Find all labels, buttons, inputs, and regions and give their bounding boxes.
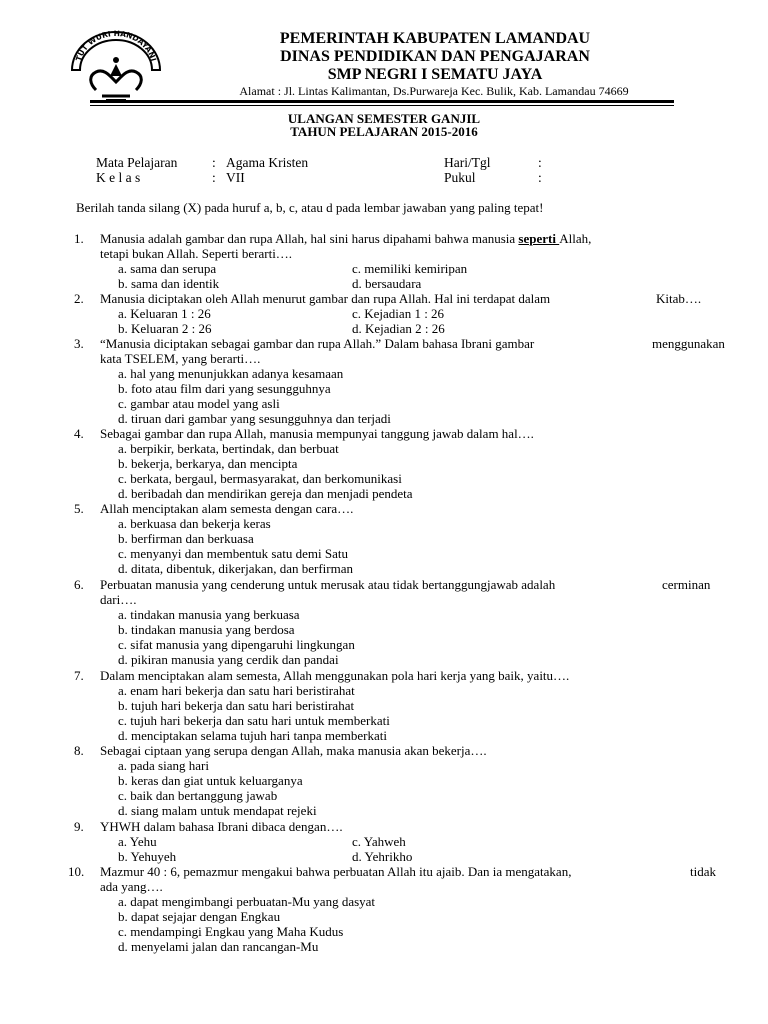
question-text-part: Manusia adalah gambar dan rupa Allah, hal sini harus dipahami bahwa manusia (100, 231, 519, 246)
exam-title: ULANGAN SEMESTER GANJIL (287, 111, 481, 126)
question-text-continued: tetapi bukan Allah. Seperti berarti…. (100, 246, 293, 261)
option-c: c. memiliki kemiripan (352, 261, 468, 276)
exam-year: TAHUN PELAJARAN 2015-2016 (290, 124, 478, 139)
option-d: d. menciptakan selama tujuh hari tanpa memberkati (118, 728, 387, 743)
option-a: a. berpikir, berkata, bertindak, dan berbuat (118, 441, 339, 456)
question-number: 1. (74, 231, 84, 246)
option-d: d. menyelami jalan dan rancangan-Mu (118, 939, 319, 954)
option-b: b. Keluaran 2 : 26 (118, 321, 212, 336)
question-number: 10. (68, 864, 85, 879)
option-c: c. gambar atau model yang asli (118, 396, 280, 411)
option-a: a. dapat mengimbangi perbuatan-Mu yang dasyat (118, 894, 376, 909)
svg-text:TUT WURI HANDAYANI: TUT WURI HANDAYANI (73, 28, 159, 63)
option-c: c. mendampingi Engkau yang Maha Kudus (118, 924, 344, 939)
option-b: b. tujuh hari bekerja dan satu hari beristirahat (118, 698, 355, 713)
question-text: “Manusia diciptakan sebagai gambar dan rupa Allah.” Dalam bahasa Ibrani gambar (100, 336, 535, 351)
option-c: c. berkata, bergaul, bermasyarakat, dan berkomunikasi (118, 471, 402, 486)
class-label: K e l a s (96, 170, 141, 185)
question-text-continued: ada yang…. (100, 879, 163, 894)
question-number: 5. (74, 501, 84, 516)
subject-colon: : (212, 155, 216, 170)
option-c: c. menyanyi dan membentuk satu demi Satu (118, 546, 348, 561)
question-number: 6. (74, 577, 84, 592)
option-c: c. Yahweh (352, 834, 406, 849)
option-b: b. tindakan manusia yang berdosa (118, 622, 295, 637)
time-colon: : (538, 170, 542, 185)
option-d: d. bersaudara (352, 276, 422, 291)
option-c: c. sifat manusia yang dipengaruhi lingkungan (118, 637, 355, 652)
option-b: b. Yehuyeh (118, 849, 177, 864)
option-b: b. keras dan giat untuk keluarganya (118, 773, 303, 788)
subject-value: Agama Kristen (226, 155, 309, 170)
question-text: Perbuatan manusia yang cenderung untuk merusak atau tidak bertanggungjawab adalah (100, 577, 556, 592)
question-number: 9. (74, 819, 84, 834)
question-number: 2. (74, 291, 84, 306)
question-number: 4. (74, 426, 84, 441)
option-d: d. ditata, dibentuk, dikerjakan, dan berfirman (118, 561, 354, 576)
day-colon: : (538, 155, 542, 170)
letterhead-department: DINAS PENDIDIKAN DAN PENGAJARAN (280, 48, 590, 65)
letterhead-address: Alamat : Jl. Lintas Kalimantan, Ds.Purwareja Kec. Bulik, Kab. Lamandau 74669 (239, 84, 629, 98)
question-text-end: menggunakan (652, 336, 725, 351)
subject-label: Mata Pelajaran (96, 155, 178, 170)
question-text: Manusia diciptakan oleh Allah menurut gambar dan rupa Allah. Hal ini terdapat dalam (100, 291, 551, 306)
question-number: 8. (74, 743, 84, 758)
option-b: b. foto atau film dari yang sesungguhnya (118, 381, 331, 396)
time-label: Pukul (444, 170, 476, 185)
letterhead-government: PEMERINTAH KABUPATEN LAMANDAU (279, 30, 591, 47)
option-d: d. Kejadian 2 : 26 (352, 321, 445, 336)
question-text-continued: kata TSELEM, yang berarti…. (100, 351, 261, 366)
question-text: YHWH dalam bahasa Ibrani dibaca dengan…. (100, 819, 343, 834)
instruction-text: Berilah tanda silang (X) pada huruf a, b, c, atau d pada lembar jawaban yang paling tepat! (76, 200, 544, 215)
question-text-part: Allah, (559, 231, 592, 246)
tut-wuri-handayani-logo (66, 24, 166, 104)
day-label: Hari/Tgl (444, 155, 491, 170)
option-d: d. Yehrikho (352, 849, 413, 864)
option-b: b. bekerja, berkarya, dan mencipta (118, 456, 298, 471)
question-text: Dalam menciptakan alam semesta, Allah menggunakan pola hari kerja yang baik, yaitu…. (100, 668, 570, 683)
question-text: Sebagai gambar dan rupa Allah, manusia mempunyai tanggung jawab dalam hal…. (100, 426, 534, 441)
letterhead-rule-thin (90, 105, 674, 106)
question-text: Sebagai ciptaan yang serupa dengan Allah, maka manusia akan bekerja…. (100, 743, 487, 758)
question-text: Allah menciptakan alam semesta dengan cara…. (100, 501, 354, 516)
question-text-end: Kitab…. (656, 291, 702, 306)
letterhead-rule-thick (90, 100, 674, 103)
option-a: a. hal yang menunjukkan adanya kesamaan (118, 366, 344, 381)
option-d: d. tiruan dari gambar yang sesungguhnya dan terjadi (118, 411, 391, 426)
option-d: d. pikiran manusia yang cerdik dan pandai (118, 652, 339, 667)
question-text-continued: dari…. (100, 592, 137, 607)
option-c: c. baik dan bertanggung jawab (118, 788, 278, 803)
class-colon: : (212, 170, 216, 185)
option-a: a. enam hari bekerja dan satu hari beristirahat (118, 683, 355, 698)
option-a: a. berkuasa dan bekerja keras (118, 516, 271, 531)
option-a: a. Keluaran 1 : 26 (118, 306, 211, 321)
option-d: d. beribadah dan mendirikan gereja dan menjadi pendeta (118, 486, 413, 501)
letterhead-school: SMP NEGRI I SEMATU JAYA (327, 66, 543, 83)
question-text (100, 231, 591, 246)
underlined-word: seperti (518, 231, 560, 246)
question-number: 7. (74, 668, 84, 683)
question-text: Mazmur 40 : 6, pemazmur mengakui bahwa perbuatan Allah itu ajaib. Dan ia mengatakan, (100, 864, 572, 879)
option-a: a. pada siang hari (118, 758, 209, 773)
option-a: a. sama dan serupa (118, 261, 217, 276)
option-b: b. berfirman dan berkuasa (118, 531, 254, 546)
question-text-end: cerminan (662, 577, 711, 592)
option-c: c. tujuh hari bekerja dan satu hari untuk memberkati (118, 713, 390, 728)
question-text-end: tidak (690, 864, 716, 879)
option-a: a. Yehu (118, 834, 157, 849)
option-d: d. siang malam untuk mendapat rejeki (118, 803, 317, 818)
question-number: 3. (74, 336, 84, 351)
option-b: b. sama dan identik (118, 276, 220, 291)
option-c: c. Kejadian 1 : 26 (352, 306, 445, 321)
class-value: VII (226, 170, 245, 185)
option-b: b. dapat sejajar dengan Engkau (118, 909, 281, 924)
option-a: a. tindakan manusia yang berkuasa (118, 607, 300, 622)
